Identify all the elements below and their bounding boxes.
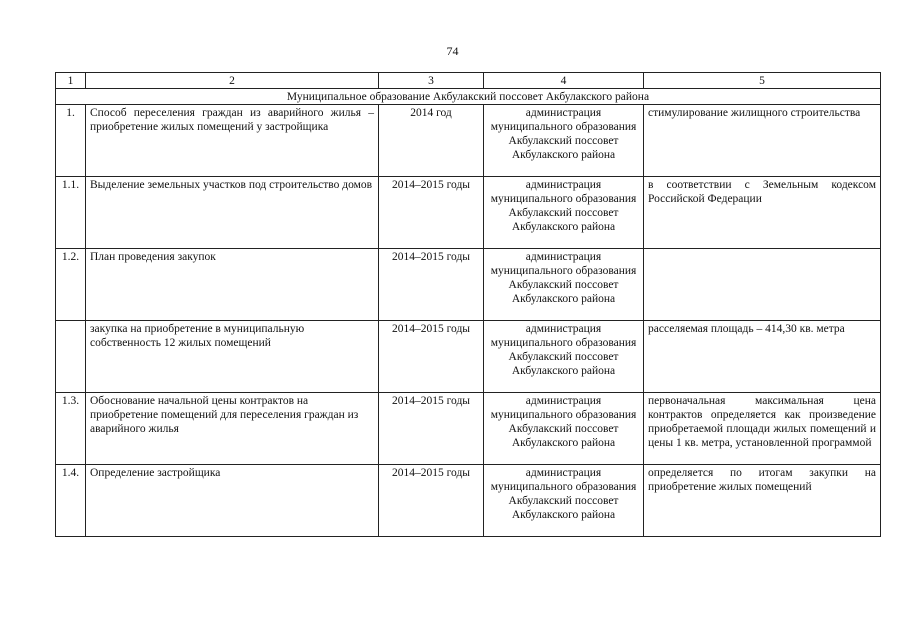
row-number: 1.1. — [56, 177, 86, 249]
responsible-cell: администрация муниципального образования Акбулакский поссовет Акбулакского района — [484, 393, 644, 465]
responsible-cell: администрация муниципального образования Акбулакский поссовет Акбулакского района — [484, 249, 644, 321]
responsible-cell: администрация муниципального образования Акбулакский поссовет Акбулакского района — [484, 321, 644, 393]
responsible-cell: администрация муниципального образования Акбулакский поссовет Акбулакского района — [484, 105, 644, 177]
table-row — [56, 393, 881, 465]
result-cell: стимулирование жилищного строительства — [644, 105, 881, 177]
period-cell: 2014–2015 годы — [379, 393, 484, 465]
column-number-5: 5 — [644, 73, 881, 89]
result-cell: первоначальная максимальная цена контрактов определяется как произведение приобретаемой площади жилых помещений и цены 1 кв. метра, установленной программой — [644, 393, 881, 465]
measure-cell: Выделение земельных участков под строительство домов — [86, 177, 379, 249]
result-cell: определяется по итогам закупки на приобретение жилых помещений — [644, 465, 881, 537]
measure-cell: План проведения закупок — [86, 249, 379, 321]
measure-cell: закупка на приобретение в муниципальную собственность 12 жилых помещений — [86, 321, 379, 393]
row-number: 1.3. — [56, 393, 86, 465]
table-row — [56, 177, 881, 249]
measure-cell: Определение застройщика — [86, 465, 379, 537]
result-cell — [644, 249, 881, 321]
responsible-cell: администрация муниципального образования Акбулакский поссовет Акбулакского района — [484, 177, 644, 249]
column-number-4: 4 — [484, 73, 644, 89]
column-number-1: 1 — [56, 73, 86, 89]
section-title: Муниципальное образование Акбулакский поссовет Акбулакского района — [56, 89, 881, 105]
table-row — [56, 249, 881, 321]
period-cell: 2014 год — [379, 105, 484, 177]
table-row — [56, 465, 881, 537]
result-cell: расселяемая площадь – 414,30 кв. метра — [644, 321, 881, 393]
period-cell: 2014–2015 годы — [379, 321, 484, 393]
period-cell: 2014–2015 годы — [379, 249, 484, 321]
row-number: 1. — [56, 105, 86, 177]
table-row — [56, 105, 881, 177]
responsible-cell: администрация муниципального образования Акбулакский поссовет Акбулакского района — [484, 465, 644, 537]
period-cell: 2014–2015 годы — [379, 465, 484, 537]
table-row — [56, 321, 881, 393]
table-header-row — [56, 73, 881, 89]
row-number — [56, 321, 86, 393]
measure-cell: Обоснование начальной цены контрактов на приобретение помещений для переселения граждан из аварийного жилья — [86, 393, 379, 465]
row-number: 1.2. — [56, 249, 86, 321]
section-row — [56, 89, 881, 105]
page-number: 74 — [446, 44, 459, 58]
measures-table — [55, 72, 881, 537]
row-number: 1.4. — [56, 465, 86, 537]
period-cell: 2014–2015 годы — [379, 177, 484, 249]
column-number-2: 2 — [86, 73, 379, 89]
measure-cell: Способ переселения граждан из аварийного жилья – приобретение жилых помещений у застройщика — [86, 105, 379, 177]
column-number-3: 3 — [379, 73, 484, 89]
result-cell: в соответствии с Земельным кодексом Российской Федерации — [644, 177, 881, 249]
